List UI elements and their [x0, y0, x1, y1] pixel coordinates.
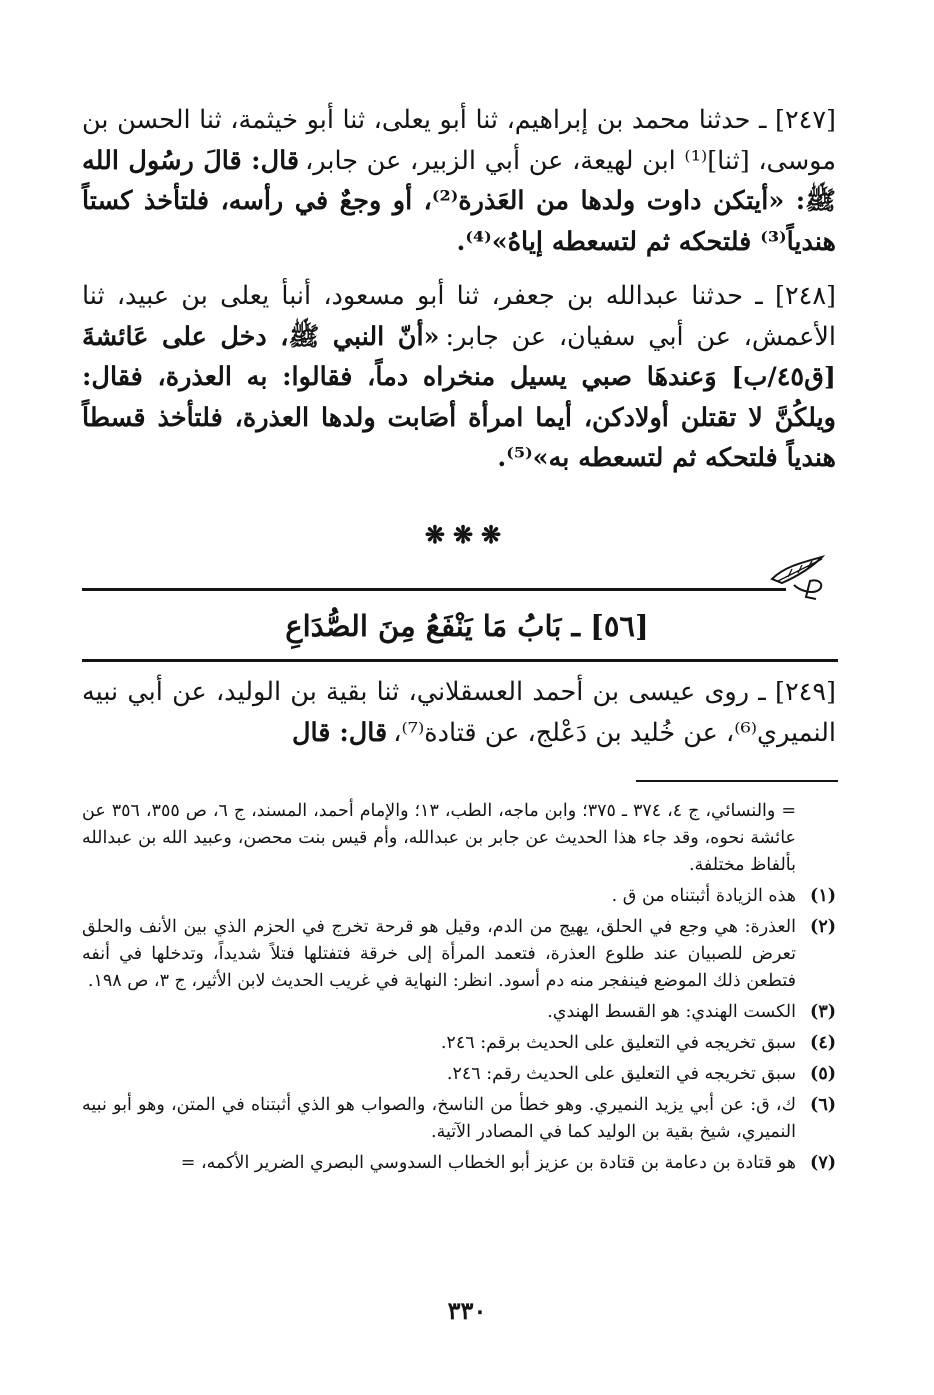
footnote-6	[82, 1092, 836, 1146]
footnote-3	[82, 999, 836, 1026]
hadith-247-matn: قال: قالَ رسُول الله ﷺ: «أيتكن داوت ولدها من العَذرة⁽²⁾، أو وجعٌ في رأسه، فلتأخذ كستاً هندياً⁽³⁾ فلتحكه ثم لتسعطه إياهُ»⁽⁴⁾.	[82, 145, 836, 257]
footnote-number: (٧)	[810, 1153, 836, 1173]
page-number: ٣٣٠	[447, 1296, 487, 1325]
footnote-continuation: = والنسائي، ج ٤، ٣٧٤ ـ ٣٧٥؛ وابن ماجه، الطب، ١٣؛ والإمام أحمد، المسند، ج ٦، ص ٣٥٥، ٣٥٦ عن عائشة نحوه، وقد جاء هذا الحديث عن جابر بن عبدالله، وأم قيس بنت محصن، وعبيد الله بن عبدالله بألفاظ مختلفة.	[82, 801, 796, 875]
hadith-247	[82, 100, 836, 262]
quill-icon	[770, 553, 830, 603]
footnote-number: (١)	[810, 886, 836, 906]
hadith-248-matn: «أنّ النبي ﷺ، دخل على عَائشةَ [ق٤٥/ب] وَعندهَا صبي يسيل منخراه دماً، فقالوا: به العذرة، فقال: ويلكُنَّ لا تقتلن أولادكن، أيما امرأة أصَابت ولدها العذرة، فلتأخذ قسطاً هندياً فلتحكه ثم لتسعطه به»⁽⁵⁾.	[82, 321, 836, 473]
heading-top-rule	[82, 588, 786, 591]
footnote-number: (٤)	[810, 1033, 836, 1053]
hadith-249-matn: قال: قال	[291, 717, 388, 748]
footnote-number: (٢)	[810, 917, 836, 937]
footnote-number: (٣)	[810, 1002, 836, 1022]
footnote-7	[82, 1150, 836, 1177]
footnote-5	[82, 1061, 836, 1088]
footnote-text: هذه الزيادة أثبتناه من ق .	[611, 886, 796, 906]
heading-bottom-rule	[82, 659, 838, 662]
footnote-text: هو قتادة بن دعامة بن قتادة بن عزيز أبو الخطاب السدوسي البصري الضرير الأكمه، =	[180, 1153, 796, 1173]
hadith-249-chain: [٢٤٩] ـ روى عيسى بن أحمد العسقلاني، ثنا بقية بن الوليد، عن أبي نبيه النميري⁽⁶⁾، عن خُليد بن دَعْلج، عن قتادة⁽⁷⁾،	[82, 677, 836, 748]
hadith-249	[82, 672, 836, 753]
footnote-separator	[636, 780, 838, 782]
hadith-248-chain: [٢٤٨] ـ حدثنا عبدالله بن جعفر، ثنا أبو مسعود، أنبأ يعلى بن عبيد، ثنا الأعمش، عن أبي سفيان، عن جابر:	[82, 281, 836, 352]
footnotes	[82, 798, 836, 1181]
footnote-text: العذرة: هي وجع في الحلق، يهيج من الدم، وقيل هو قرحة تخرج في الحزم الذي بين الأنف والحلق تعرض للصبيان عند طلوع العذرة، فتعمد المرأة إلى خرقة فتفتلها فتلاً شديداً، وتدخلها في أنفه فتطعن ذلك الموضع فينفجر منه دم أسود. انظر: النهاية في غريب الحديث لابن الأثير، ج ٣، ص ١٩٨.	[82, 917, 796, 991]
footnote-number: (٦)	[810, 1095, 836, 1115]
footnote-number: (٥)	[810, 1064, 836, 1084]
footnote-text: ك، ق: عن أبي يزيد النميري. وهو خطأ من الناسخ، والصواب هو الذي أثبتناه في المتن، وهو أبو نبيه النميري، شيخ بقية بن الوليد كما في المصادر الآتية.	[82, 1095, 796, 1142]
footnote-1	[82, 883, 836, 910]
footnote-2	[82, 914, 836, 995]
footnote-text: الكست الهندي: هو القسط الهندي.	[547, 1002, 796, 1022]
footnote-text: سبق تخريجه في التعليق على الحديث برقم: ٢٤٦.	[440, 1033, 796, 1053]
footnote-text: سبق تخريجه في التعليق على الحديث رقم: ٢٤٦.	[446, 1064, 796, 1084]
hadith-247-chain: [٢٤٧] ـ حدثنا محمد بن إبراهيم، ثنا أبو يعلى، ثنا أبو خيثمة، ثنا الحسن بن موسى، [ثنا]⁽¹⁾ ابن لهيعة، عن أبي الزبير، عن جابر،	[82, 105, 837, 176]
footnote-4	[82, 1030, 836, 1057]
main-text	[82, 100, 836, 479]
chapter-heading: [٥٦] ـ بَابُ مَا يَنْفَعُ مِنَ الصُّدَاعِ	[285, 609, 649, 643]
hadith-248	[82, 276, 836, 479]
main-text-continued	[82, 672, 836, 753]
section-separator: ❋❋❋	[424, 520, 510, 549]
